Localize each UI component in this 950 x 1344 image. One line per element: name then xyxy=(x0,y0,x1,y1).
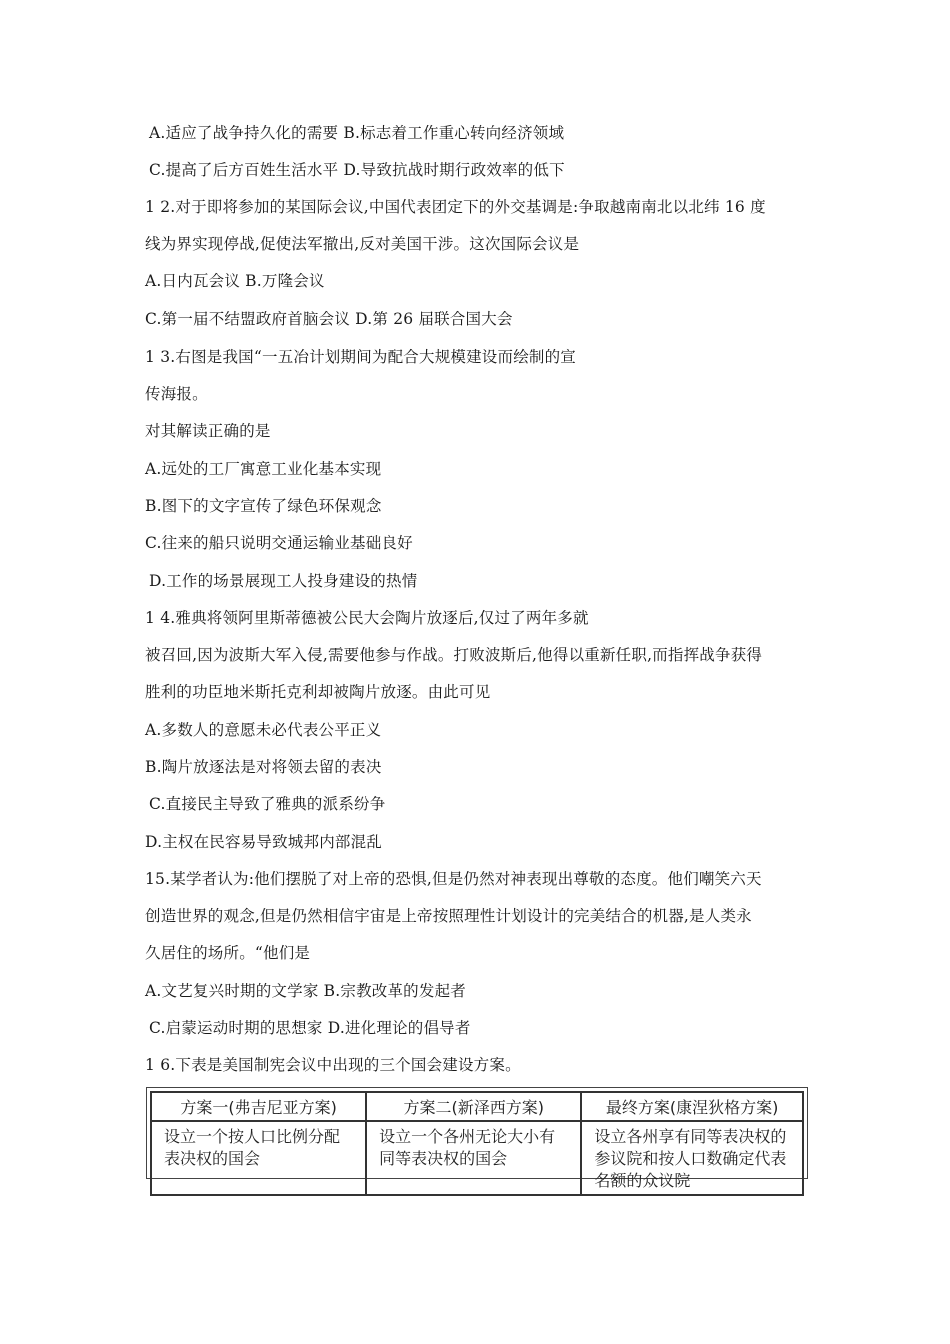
q13-option-a: A.远处的工厂寓意工业化基本实现 xyxy=(145,460,382,478)
q15-options-cd: C.启蒙运动时期的思想家 D.进化理论的倡导者 xyxy=(149,1019,471,1037)
q16-stem: 1 6.下表是美国制宪会议中出现的三个国会建设方案。 xyxy=(145,1056,521,1074)
table-row xyxy=(151,1121,803,1195)
q12-options-ab: A.日内瓦会议 B.万隆会议 xyxy=(145,272,325,290)
q13-option-d: D.工作的场景展现工人投身建设的热情 xyxy=(149,572,418,590)
q13-stem-line1: 1 3.右图是我国“一五冶计划期间为配合大规模建设而绘制的宣 xyxy=(145,348,577,366)
cell-plan-2: 设立一个各州无论大小有同等表决权的国会 xyxy=(366,1121,581,1195)
q12-options-cd: C.第一届不结盟政府首脑会议 D.第 26 届联合国大会 xyxy=(145,310,513,328)
q13-stem-line3: 对其解读正确的是 xyxy=(145,422,271,440)
q14-stem-line1: 1 4.雅典将领阿里斯蒂德被公民大会陶片放逐后,仅过了两年多就 xyxy=(145,609,589,627)
header-plan-1: 方案一(弗吉尼亚方案) xyxy=(151,1092,366,1121)
q14-option-d: D.主权在民容易导致城邦内部混乱 xyxy=(145,833,383,851)
q13-stem-line2: 传海报。 xyxy=(145,385,208,403)
q12-stem-line1: 1 2.对于即将参加的某国际会议,中国代表团定下的外交基调是:争取越南南北以北纬 16 度 xyxy=(145,198,766,216)
q14-option-b: B.陶片放逐法是对将领去留的表决 xyxy=(145,758,382,776)
q11-options-cd: C.提高了后方百姓生活水平 D.导致抗战时期行政效率的低下 xyxy=(149,161,565,179)
q14-stem-line2: 被召回,因为波斯大军入侵,需要他参与作战。打败波斯后,他得以重新任职,而指挥战争获得 xyxy=(145,646,763,664)
cell-final-plan: 设立各州享有同等表决权的参议院和按人口数确定代表名额的众议院 xyxy=(581,1121,803,1195)
cell-plan-1: 设立一个按人口比例分配表决权的国会 xyxy=(151,1121,366,1195)
header-final-plan: 最终方案(康涅狄格方案) xyxy=(581,1092,803,1121)
q14-option-c: C.直接民主导致了雅典的派系纷争 xyxy=(149,795,386,813)
congress-plans-table-frame xyxy=(146,1087,808,1190)
q13-option-b: B.图下的文字宣传了绿色环保观念 xyxy=(145,497,382,515)
header-plan-2: 方案二(新泽西方案) xyxy=(366,1092,581,1121)
table-header-row xyxy=(151,1092,803,1121)
q15-stem-line1: 15.某学者认为:他们摆脱了对上帝的恐惧,但是仍然对神表现出尊敬的态度。他们嘲笑六天 xyxy=(145,870,762,888)
q15-stem-line2: 创造世界的观念,但是仍然相信宇宙是上帝按照理性计划设计的完美结合的机器,是人类永 xyxy=(145,907,752,925)
q13-option-c: C.往来的船只说明交通运输业基础良好 xyxy=(145,534,413,552)
q11-options-ab: A.适应了战争持久化的需要 B.标志着工作重心转向经济领域 xyxy=(149,124,565,142)
q14-stem-line3: 胜利的功臣地米斯托克利却被陶片放逐。由此可见 xyxy=(145,683,491,701)
congress-plans-table xyxy=(150,1091,804,1196)
q12-stem-line2: 线为界实现停战,促使法军撤出,反对美国干涉。这次国际会议是 xyxy=(145,235,580,253)
q15-options-ab: A.文艺复兴时期的文学家 B.宗教改革的发起者 xyxy=(145,982,466,1000)
q15-stem-line3: 久居住的场所。“他们是 xyxy=(145,944,311,962)
q14-option-a: A.多数人的意愿未必代表公平正义 xyxy=(145,721,382,739)
